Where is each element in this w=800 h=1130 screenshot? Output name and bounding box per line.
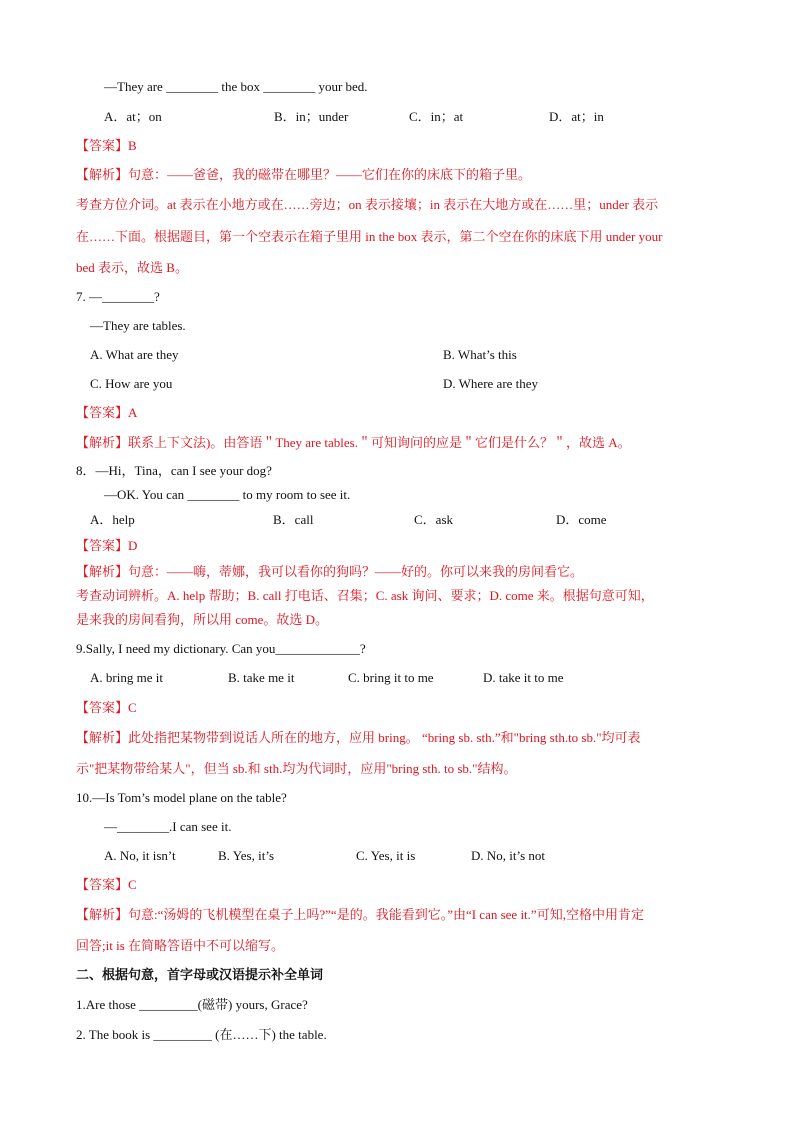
q10-analysis-line-1: 【解析】句意:“汤姆的飞机模型在桌子上吗?”“是的。我能看到它。”由“I can see it.”可知,空格中用肯定 xyxy=(76,907,644,922)
q8-option-d: D．come xyxy=(556,512,607,527)
q8-option-c: C．ask xyxy=(414,512,454,527)
q9-analysis-line-2: 示"把某物带给某人"，但当 sb.和 sth.均为代词时，应用"bring sth. to sb."结构。 xyxy=(76,761,517,776)
q7-answer: 【答案】A xyxy=(76,405,138,420)
q10-option-d: D. No, it’s not xyxy=(471,848,546,863)
q10-option-b: B. Yes, it’s xyxy=(218,848,274,863)
q8-answer: 【答案】D xyxy=(76,538,138,553)
q8-option-a: A．help xyxy=(90,512,135,527)
q9-stem: 9.Sally, I need my dictionary. Can you_____________? xyxy=(76,641,366,656)
q6-option-d: D．at；in xyxy=(549,109,604,124)
q7-stem: 7. —________? xyxy=(76,289,160,304)
q6-stem-response: —They are ________ the box ________ your bed. xyxy=(104,79,368,94)
q6-option-c: C．in；at xyxy=(409,109,464,124)
q9-option-d: D. take it to me xyxy=(483,670,564,685)
q8-stem-response: —OK. You can ________ to my room to see it. xyxy=(104,487,351,502)
q9-option-b: B. take me it xyxy=(228,670,295,685)
q8-analysis-line-3: 是来我的房间看狗，所以用 come。故选 D。 xyxy=(76,612,329,627)
q10-option-c: C. Yes, it is xyxy=(356,848,416,863)
q6-analysis-line-2: 考查方位介词。at 表示在小地方或在……旁边；on 表示接壤；in 表示在大地方或在……里；under 表示 xyxy=(76,197,659,212)
q7-stem-response: —They are tables. xyxy=(90,318,186,333)
q9-analysis-line-1: 【解析】此处指把某物带到说话人所在的地方，应用 bring。 “bring sb. sth.”和"bring sth.to sb."均可表 xyxy=(76,730,641,745)
section-2-item-2: 2. The book is _________ (在……下) the table. xyxy=(76,1027,327,1042)
q9-option-a: A. bring me it xyxy=(90,670,163,685)
q10-stem-response: —________.I can see it. xyxy=(104,819,232,834)
q10-answer: 【答案】C xyxy=(76,877,137,892)
q8-stem: 8．—Hi，Tina，can I see your dog? xyxy=(76,463,272,478)
q8-analysis-line-2: 考查动词辨析。A. help 帮助；B. call 打电话、召集；C. ask 询问、要求；D. come 来。根据句意可知， xyxy=(76,588,654,603)
q6-option-a: A．at；on xyxy=(104,109,162,124)
q9-answer: 【答案】C xyxy=(76,700,137,715)
q7-option-b: B. What’s this xyxy=(443,347,517,362)
q7-option-a: A. What are they xyxy=(90,347,179,362)
q10-analysis-line-2: 回答;it is 在简略答语中不可以缩写。 xyxy=(76,938,285,953)
q7-option-c: C. How are you xyxy=(90,376,173,391)
q6-answer: 【答案】B xyxy=(76,138,137,153)
q6-analysis-line-1: 【解析】句意：——爸爸，我的磁带在哪里？——它们在你的床底下的箱子里。 xyxy=(76,167,532,182)
q6-analysis-line-4: bed 表示，故选 B。 xyxy=(76,260,188,275)
q6-analysis-line-3: 在……下面。根据题目，第一个空表示在箱子里用 in the box 表示，第二个空在你的床底下用 under your xyxy=(76,229,663,244)
q9-option-c: C. bring it to me xyxy=(348,670,434,685)
q7-analysis-line-1: 【解析】联系上下文法)。由答语＂They are tables.＂可知询问的应是＂它们是什么？＂，故选 A。 xyxy=(76,435,631,450)
section-2-item-1: 1.Are those _________(磁带) yours, Grace? xyxy=(76,997,308,1012)
q7-option-d: D. Where are they xyxy=(443,376,539,391)
q6-option-b: B．in；under xyxy=(274,109,349,124)
section-2-title: 二、根据句意，首字母或汉语提示补全单词 xyxy=(76,967,324,982)
q8-analysis-line-1: 【解析】句意：——嗨，蒂娜，我可以看你的狗吗？——好的。你可以来我的房间看它。 xyxy=(76,564,584,579)
q10-option-a: A. No, it isn’t xyxy=(104,848,176,863)
q10-stem: 10.—Is Tom’s model plane on the table? xyxy=(76,790,287,805)
q8-option-b: B．call xyxy=(273,512,314,527)
